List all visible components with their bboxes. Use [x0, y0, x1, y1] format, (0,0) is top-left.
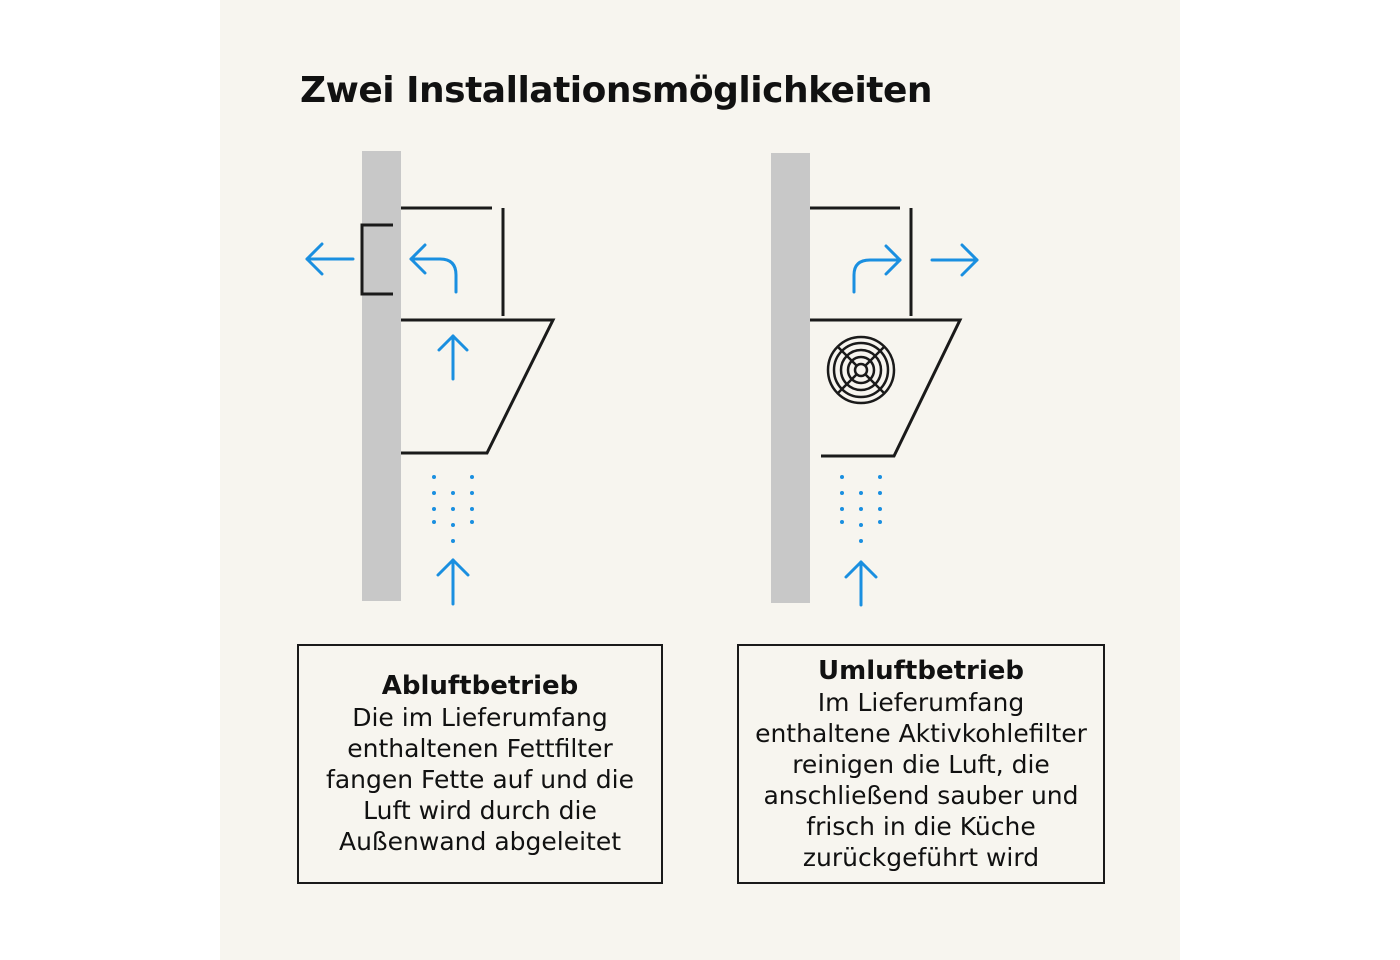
- steam-dot: [878, 520, 882, 524]
- steam-dots: [840, 475, 882, 543]
- airflow-arrow-icon: [846, 562, 876, 605]
- steam-dot: [451, 523, 455, 527]
- steam-dot: [432, 507, 436, 511]
- steam-dot: [470, 475, 474, 479]
- recirculation-mode-heading: Umluftbetrieb: [817, 655, 1025, 686]
- exhaust-diagram: [307, 151, 553, 604]
- steam-dot: [432, 475, 436, 479]
- steam-dot: [432, 520, 436, 524]
- steam-dot: [859, 491, 863, 495]
- airflow-arrow-icon: [438, 560, 468, 604]
- recirculation-mode-description: Im Lieferumfang enthaltene Aktivkohlefilter reinigen die Luft, die anschließend sauber und frisch in die Küche zurückgeführt wird: [755, 687, 1087, 872]
- exhaust-mode-box: [297, 644, 663, 884]
- steam-dot: [451, 491, 455, 495]
- exhaust-arrow-icon: [307, 244, 353, 274]
- steam-dot: [470, 491, 474, 495]
- recirculation-diagram: [771, 153, 977, 605]
- recirculation-arrow-icon: [932, 245, 977, 275]
- steam-dot: [859, 523, 863, 527]
- steam-dot: [859, 507, 863, 511]
- steam-dot: [432, 491, 436, 495]
- steam-dot: [840, 520, 844, 524]
- steam-dot: [840, 491, 844, 495]
- page-title: Zwei Installationsmöglichkeiten: [300, 70, 933, 111]
- steam-dot: [451, 507, 455, 511]
- steam-dot: [859, 539, 863, 543]
- curved-arrow-icon: [411, 245, 456, 292]
- wall: [771, 153, 810, 603]
- airflow-up-arrow-icon: [439, 336, 467, 379]
- steam-dot: [470, 520, 474, 524]
- steam-dots: [432, 475, 474, 543]
- steam-dot: [840, 475, 844, 479]
- fan-filter-icon: [828, 337, 894, 403]
- recirculation-mode-box: [737, 644, 1105, 884]
- hood-canopy: [401, 320, 553, 453]
- wall: [362, 151, 401, 601]
- steam-dot: [878, 507, 882, 511]
- curved-arrow-icon: [854, 246, 900, 292]
- steam-dot: [470, 507, 474, 511]
- steam-dot: [878, 475, 882, 479]
- steam-dot: [840, 507, 844, 511]
- exhaust-mode-description: Die im Lieferumfang enthaltenen Fettfilter fangen Fette auf und die Luft wird durch die Außenwand abgeleitet: [326, 703, 634, 856]
- steam-dot: [451, 539, 455, 543]
- steam-dot: [878, 491, 882, 495]
- exhaust-mode-heading: Abluftbetrieb: [381, 671, 579, 701]
